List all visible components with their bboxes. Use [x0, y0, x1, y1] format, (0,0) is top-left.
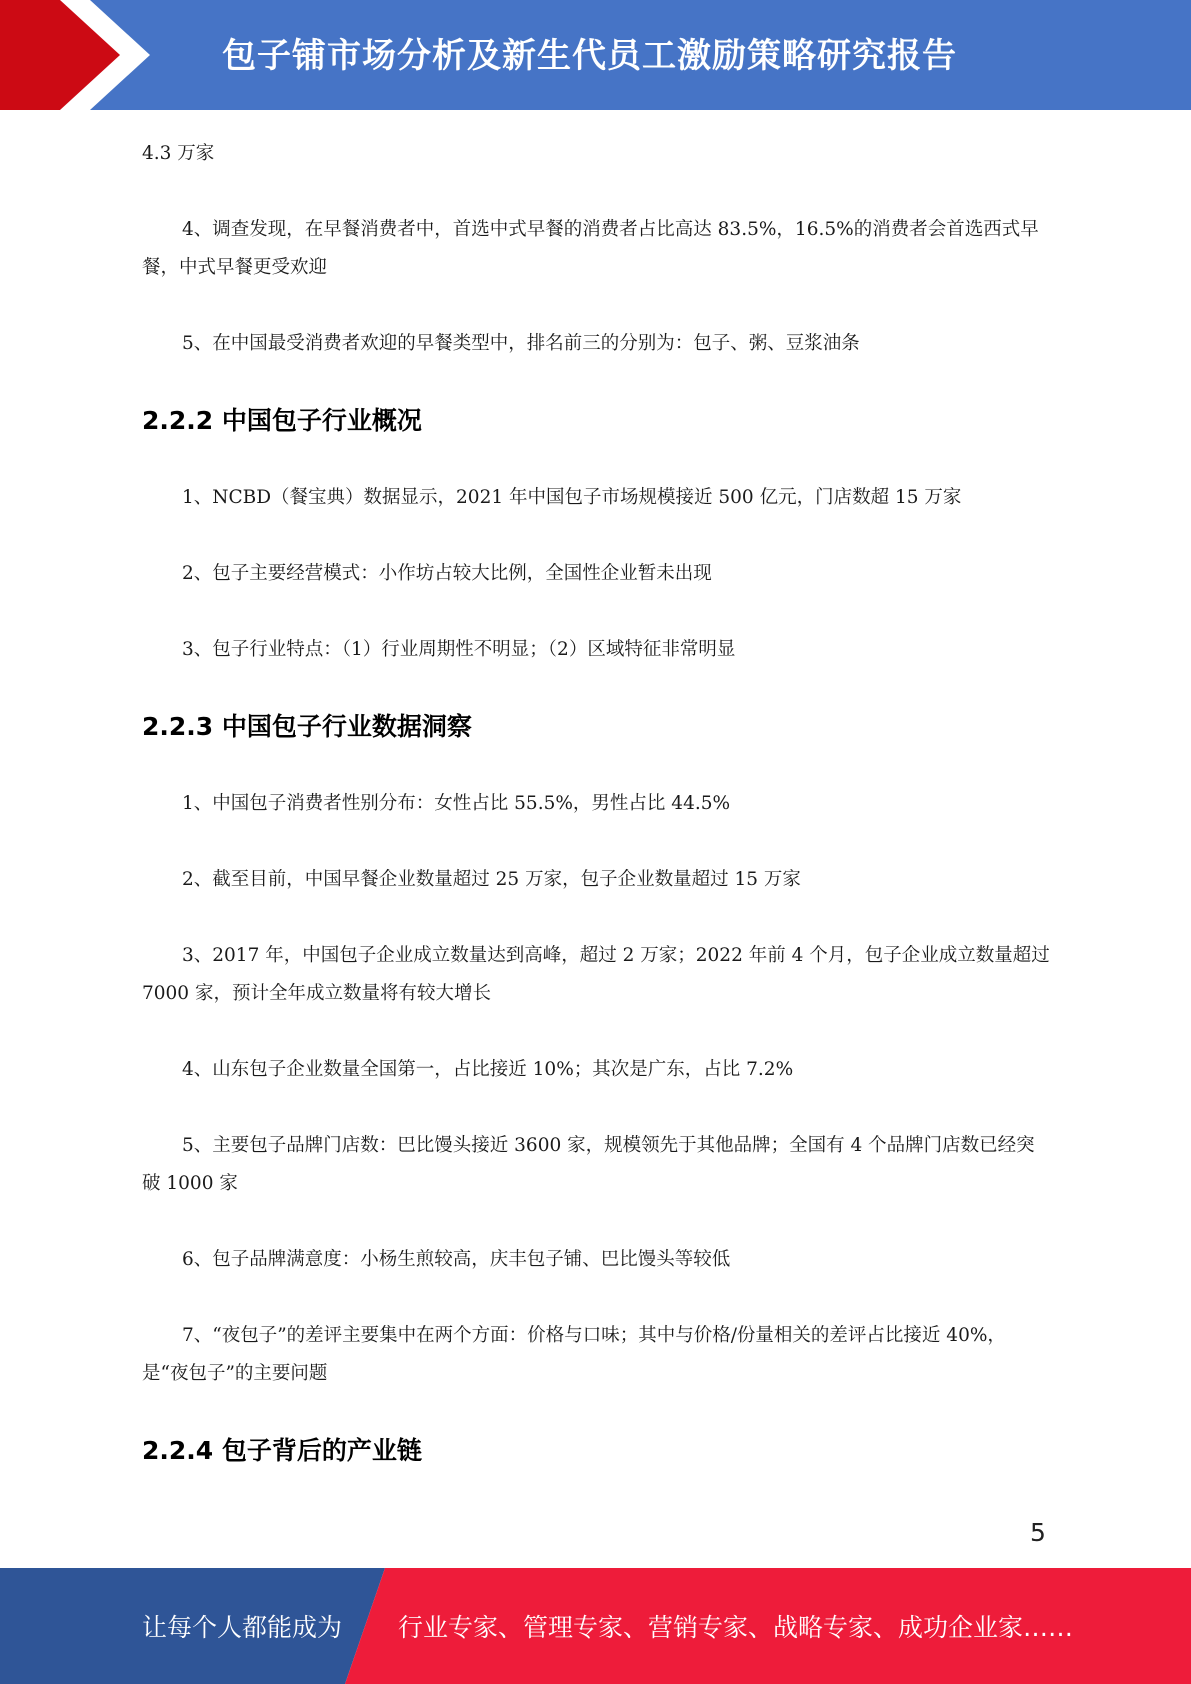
list-item: 7、“夜包子”的差评主要集中在两个方面：价格与口味；其中与价格/份量相关的差评占比接近 40%，是“夜包子”的主要问题 — [142, 1325, 1006, 1384]
list-item: 4、调查发现，在早餐消费者中，首选中式早餐的消费者占比高达 83.5%，16.5%的消费者会首选西式早餐，中式早餐更受欢迎 — [142, 219, 1039, 278]
list-item: 1、中国包子消费者性别分布：女性占比 55.5%，男性占比 44.5% — [182, 793, 731, 814]
list-item: 3、包子行业特点：（1）行业周期性不明显；（2）区域特征非常明显 — [182, 639, 736, 660]
section-heading-2-2-2: 2.2.2 中国包子行业概况 — [142, 406, 422, 435]
list-item: 2、包子主要经营模式：小作坊占较大比例，全国性企业暂未出现 — [182, 563, 712, 584]
list-item: 5、在中国最受消费者欢迎的早餐类型中，排名前三的分别为：包子、粥、豆浆油条 — [182, 333, 860, 354]
section-heading-2-2-4: 2.2.4 包子背后的产业链 — [142, 1436, 422, 1465]
list-item: 3、2017 年，中国包子企业成立数量达到高峰，超过 2 万家；2022 年前 4 个月，包子企业成立数量超过 7000 家，预计全年成立数量将有较大增长 — [142, 945, 1050, 1004]
footer-slogan-right: 行业专家、管理专家、营销专家、战略专家、成功企业家…… — [398, 1613, 1074, 1642]
header-title: 包子铺市场分析及新生代员工激励策略研究报告 — [222, 36, 957, 76]
section-heading-2-2-3: 2.2.3 中国包子行业数据洞察 — [142, 712, 472, 741]
list-item: 6、包子品牌满意度：小杨生煎较高，庆丰包子铺、巴比馒头等较低 — [182, 1249, 731, 1270]
intro-fragment: 4.3 万家 — [142, 143, 215, 164]
footer-banner — [0, 1568, 1191, 1684]
list-item: 4、山东包子企业数量全国第一，占比接近 10%；其次是广东，占比 7.2% — [182, 1059, 794, 1080]
report-body — [142, 135, 1050, 1509]
header-banner — [0, 0, 1191, 110]
page-number: 5 — [1030, 1518, 1046, 1547]
list-item: 2、截至目前，中国早餐企业数量超过 25 万家，包子企业数量超过 15 万家 — [182, 869, 801, 890]
list-item: 1、NCBD（餐宝典）数据显示，2021 年中国包子市场规模接近 500 亿元，门店数超 15 万家 — [182, 487, 962, 508]
list-item: 5、主要包子品牌门店数：巴比馒头接近 3600 家，规模领先于其他品牌；全国有 4 个品牌门店数已经突破 1000 家 — [142, 1135, 1035, 1194]
footer-slogan-left: 让每个人都能成为 — [142, 1613, 343, 1642]
